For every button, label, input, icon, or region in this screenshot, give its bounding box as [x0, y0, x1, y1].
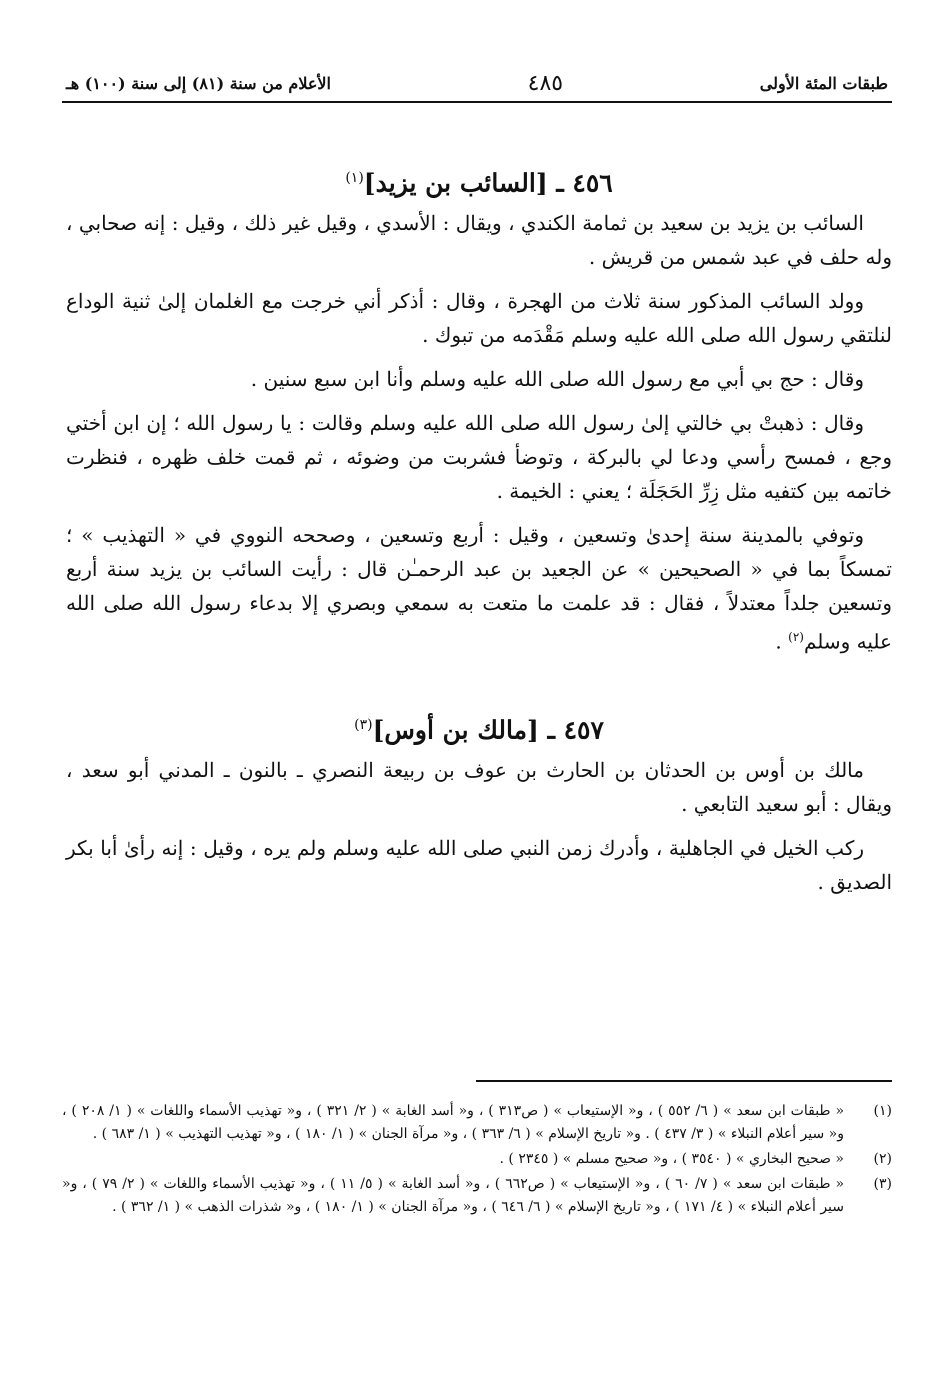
paragraph: وقال : ذهبتْ بي خالتي إلىٰ رسول الله صلى الله عليه وسلم وقالت : يا رسول الله ؛ إن ابن أختي وجع ، فمسح رأسي ودعا لي بالبركة ، وتوضأ فشربت من وضوئه ، ثم قمت خلف ظهره ، فنظرت خاتمه بين كتفيه مثل زِرِّ الحَجَلَة ؛ يعني : الخيمة .: [66, 411, 892, 503]
footnote-text: « طبقات ابن سعد » ( ٦/ ٥٥٢ ) ، و« الإستيعاب » ( ص٣١٣ ) ، و« أسد الغابة » ( ٢/ ٣٢١ ) ، و« تهذيب الأسماء واللغات » ( ١/ ٢٠٨ ) ، و« سير أعلام النبلاء » ( ٣/ ٤٣٧ ) . و« تاريخ الإسلام » ( ٦/ ٣٦٣ ) ، و« مرآة الجنان » ( ١/ ١٨٠ ) ، و« تهذيب التهذيب » ( ١/ ٦٨٣ ) .: [62, 1103, 845, 1142]
entry-456: [66, 150, 892, 659]
paragraph: [66, 518, 892, 659]
header-divider: [62, 101, 892, 103]
footnote: [62, 1148, 892, 1171]
paragraph-end: .: [775, 629, 789, 654]
running-header: [66, 66, 888, 100]
footnote-ref[interactable]: (٣): [354, 716, 373, 733]
footnote-divider: [476, 1080, 892, 1082]
entry-457: [66, 697, 892, 899]
footnote-number: (١): [873, 1103, 892, 1119]
footnote: [62, 1100, 892, 1146]
footnote-text: « طبقات ابن سعد » ( ٧/ ٦٠ ) ، و« الإستيعاب » ( ص٦٦٢ ) ، و« أسد الغابة » ( ٥/ ١١ ) ، و« تهذيب الأسماء واللغات » ( ٢/ ٧٩ ) ، و« سير أعلام النبلاء » ( ٤/ ١٧١ ) ، و« تاريخ الإسلام » ( ٦/ ٦٤٦ ) ، و« مرآة الجنان » ( ١/ ١٨٠ ) ، و« شذرات الذهب » ( ١/ ٣٦٢ ) .: [62, 1176, 845, 1215]
section-range: الأعلام من سنة (٨١) إلى سنة (١٠٠) هـ: [66, 73, 331, 93]
paragraph-text: وتوفي بالمدينة سنة إحدىٰ وتسعين ، وقيل : أربع وتسعين ، وصححه النووي في « التهذيب » ؛ تمسكاً بما في « الصحيحين » عن الجعيد بن عبد الرحمـٰن قال : رأيت السائب بن يزيد سنة أربع وتسعين جلداً معتدلاً ، فقال : قد علمت ما متعت به سمعي وبصري إلا بدعاء رسول الله صلى الله عليه وسلم: [66, 523, 892, 654]
paragraph: وقال : حج بي أبي مع رسول الله صلى الله عليه وسلم وأنا ابن سبع سنين .: [250, 367, 864, 391]
entry-title-text: ٤٥٧ ـ [مالك بن أوس]: [372, 714, 604, 744]
footnote-text: « صحيح البخاري » ( ٣٥٤٠ ) ، و« صحيح مسلم » ( ٢٣٤٥ ) .: [499, 1151, 844, 1167]
footnote-ref[interactable]: (٢): [788, 630, 804, 644]
page-body: [66, 150, 892, 909]
book-title: طبقات المئة الأولى: [759, 73, 888, 93]
footnote-ref[interactable]: (١): [345, 170, 364, 186]
entry-title: [66, 150, 892, 206]
footnote: [62, 1173, 892, 1219]
footnotes: [62, 1100, 892, 1221]
paragraph: وولد السائب المذكور سنة ثلاث من الهجرة ، وقال : أذكر أني خرجت مع الغلمان إلىٰ ثنية الوداع لنلتقي رسول الله صلى الله عليه وسلم مَقْدَمه من تبوك .: [66, 289, 892, 347]
paragraph: مالك بن أوس بن الحدثان بن الحارث بن عوف بن ربيعة النصري ـ بالنون ـ المدني أبو سعد ، ويقال : أبو سعيد التابعي .: [66, 757, 892, 816]
paragraph: السائب بن يزيد بن سعيد بن ثمامة الكندي ، ويقال : الأسدي ، وقيل غير ذلك ، وقيل : إنه صحابي ، وله حلف في عبد شمس من قريش .: [66, 211, 892, 269]
entry-title: [66, 697, 892, 753]
paragraph: ركب الخيل في الجاهلية ، وأدرك زمن النبي صلى الله عليه وسلم ولم يره ، وقيل : إنه رأىٰ أبا بكر الصديق .: [66, 835, 892, 894]
footnote-number: (٣): [873, 1176, 892, 1192]
page-number: ٤٨٥: [527, 70, 564, 96]
entry-title-text: ٤٥٦ ـ [السائب بن يزيد]: [363, 168, 613, 198]
footnote-number: (٢): [873, 1151, 892, 1167]
